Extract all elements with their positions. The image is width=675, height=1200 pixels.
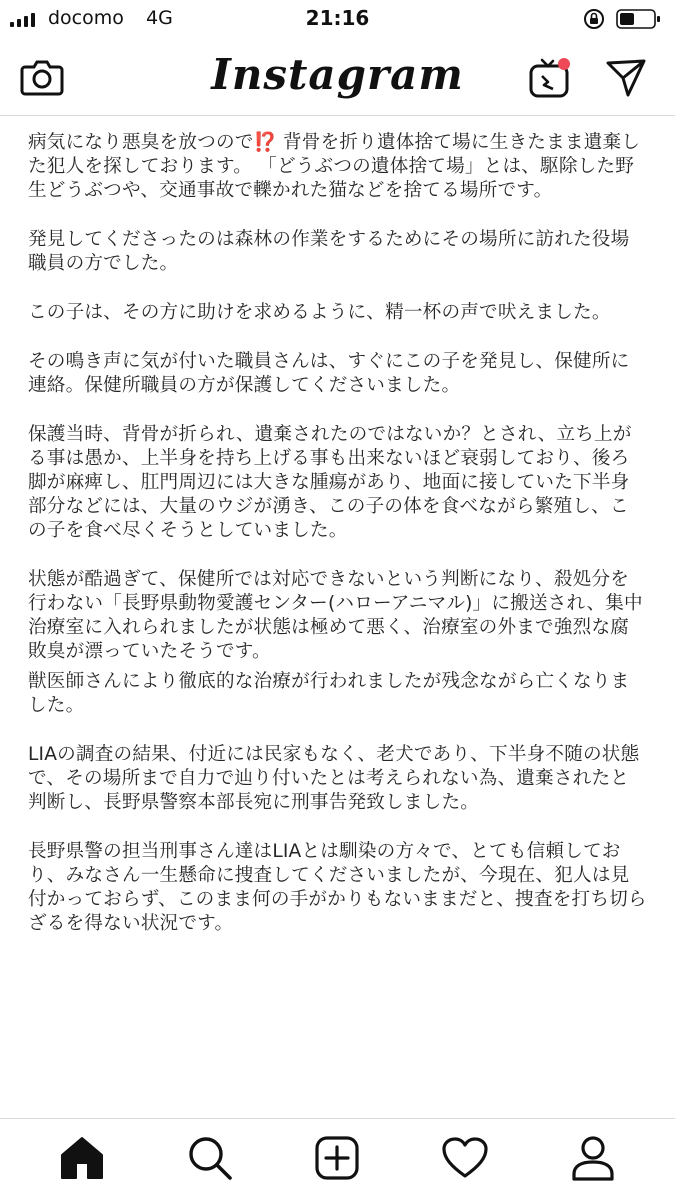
direct-message-button[interactable] xyxy=(603,54,649,100)
rotation-lock-icon xyxy=(583,8,605,30)
notification-dot xyxy=(558,58,570,70)
caption-paragraph-2: 発見してくださったのは森林の作業をするためにその場所に訪れた役場職員の方でした。 xyxy=(28,229,630,274)
add-post-icon xyxy=(314,1135,360,1181)
instagram-logo: Instagram xyxy=(211,50,464,99)
network-type: 4G xyxy=(146,7,173,29)
status-bar xyxy=(0,0,675,38)
app-header xyxy=(0,38,675,116)
igtv-icon xyxy=(527,54,573,100)
battery-icon xyxy=(616,9,662,29)
caption-paragraph-1: 病気になり悪臭を放つので⁉️ 背骨を折り遺体捨て場に生きたまま遺棄した犯人を探しております。 「どうぶつの遺体捨て場」とは、駆除した野生どうぶつや、交通事故で轢かれた猫などを捨てる場所です。 xyxy=(28,132,641,201)
tab-search[interactable] xyxy=(182,1130,238,1186)
heart-icon xyxy=(441,1136,489,1180)
igtv-button[interactable] xyxy=(527,54,573,100)
home-icon xyxy=(58,1135,106,1181)
profile-icon xyxy=(571,1134,615,1182)
tab-profile[interactable] xyxy=(565,1130,621,1186)
caption-paragraph-7: 獣医師さんにより徹底的な治療が行われましたが残念ながら亡くなりました。 xyxy=(28,671,630,716)
caption-paragraph-6: 状態が酷過ぎて、保健所では対応できないという判断になり、殺処分を行わない「長野県動物愛護センター(ハローアニマル)」に搬送され、集中治療室に入れられましたが状態は極めて悪く、治療室の外まで強烈な腐敗臭が漂っていたそうです。 xyxy=(28,569,643,662)
caption-paragraph-9: 長野県警の担当刑事さん達はLIAとは馴染の方々で、とても信頼しており、みなさん一生懸命に捜査してくださいましたが、今現在、犯人は見付かっておらず、このまま何の手がかりもないままだと、捜査を打ち切らざるを得ない状況です。 xyxy=(28,841,647,934)
tab-activity[interactable] xyxy=(437,1130,493,1186)
caption-paragraph-5: 保護当時、背骨が折られ、遺棄されたのではないか？とされ、立ち上がる事は愚か、上半身を持ち上げる事も出来ないほど衰弱しており、後ろ脚が麻痺し、肛門周辺には大きな腫瘍があり、地面に接していた下半身部分などには、大量のウジが湧き、この子の体を食べながら繁殖し、この子を食べ尽くそうとしていました。 xyxy=(28,424,632,541)
post-caption xyxy=(0,117,675,1118)
caption-paragraph-4: その鳴き声に気が付いた職員さんは、すぐにこの子を発見し、保健所に連絡。保健所職員の方が保護してくださいました。 xyxy=(28,351,630,396)
caption-paragraph-3: この子は、その方に助けを求めるように、精一杯の声で吠えました。 xyxy=(28,302,611,323)
tab-home[interactable] xyxy=(54,1130,110,1186)
paper-plane-icon xyxy=(604,55,648,99)
tab-add-post[interactable] xyxy=(309,1130,365,1186)
status-time: 21:16 xyxy=(305,6,370,30)
search-icon xyxy=(186,1134,234,1182)
bottom-tab-bar xyxy=(0,1118,675,1200)
caption-paragraph-8: LIAの調査の結果、付近には民家もなく、老犬であり、下半身不随の状態で、その場所まで自力で辿り付いたとは考えられない為、遺棄されたと判断し、長野県警察本部長宛に刑事告発致しました。 xyxy=(28,744,640,813)
carrier-name: docomo xyxy=(48,7,124,29)
